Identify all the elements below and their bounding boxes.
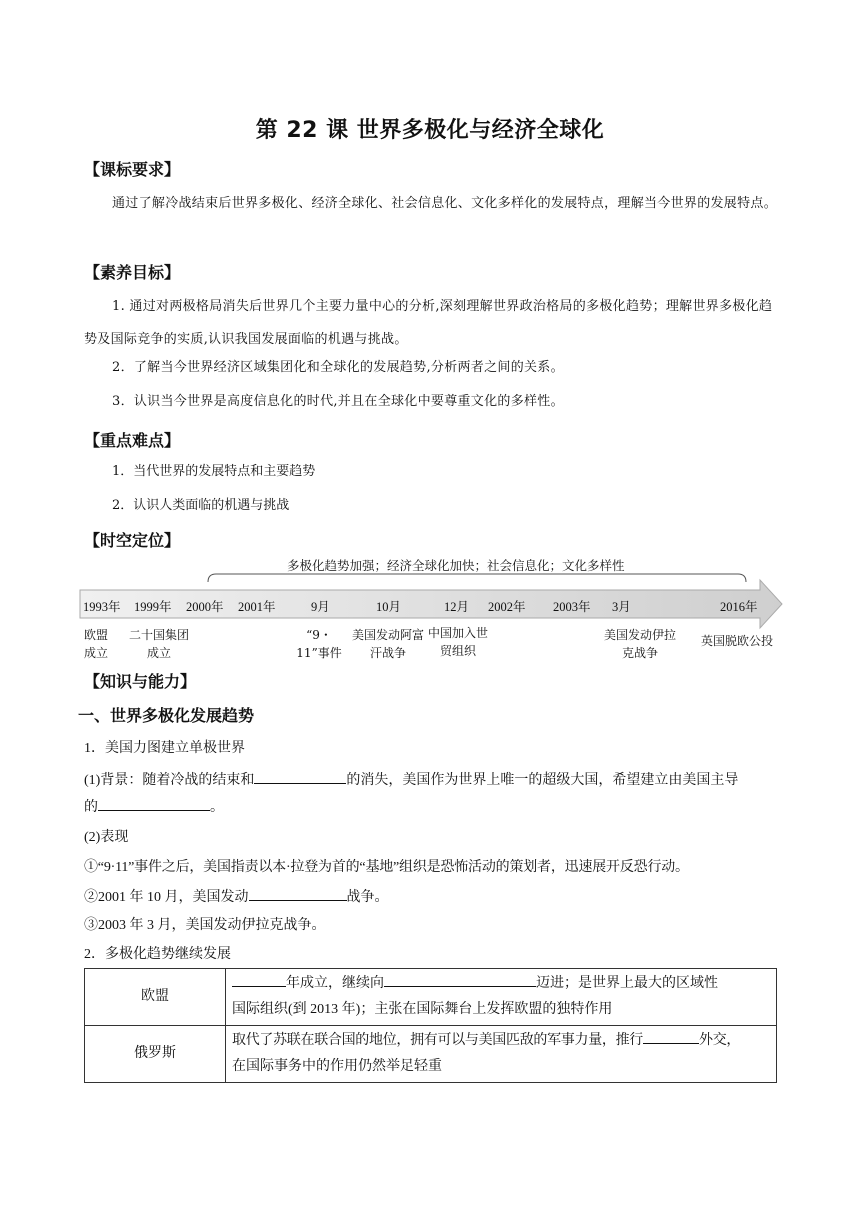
section-timeline: 【时空定位】 (84, 531, 181, 550)
subheading-2: 2．多极化趋势继续发展 (84, 947, 231, 962)
key-item-1: 1．当代世界的发展特点和主要趋势 (112, 464, 316, 479)
section-curriculum: 【课标要求】 (84, 160, 181, 179)
timeline-event: 美国发动阿富汗战争 (352, 628, 425, 660)
timeline-event: “9・11”事件 (296, 628, 342, 660)
performance-item-2: ②2001 年 10 月，美国发动 战争。 (84, 886, 389, 906)
fill-blank[interactable] (384, 972, 536, 987)
timeline-brace (208, 574, 746, 582)
fill-blank[interactable] (98, 796, 210, 811)
section-literacy: 【素养目标】 (84, 263, 181, 282)
fill-blank[interactable] (249, 886, 347, 901)
timeline-year: 9月 (311, 600, 330, 614)
literacy-item-1: 1. 通过对两极格局消失后世界几个主要力量中心的分析,深刻理解世界政治格局的多极化趋势；理解世界多极化趋势及国际竞争的实质,认识我国发展面临的机遇与挑战。 (84, 299, 773, 347)
section-key-points: 【重点难点】 (84, 431, 181, 450)
performance-item-1: ①“9·11”事件之后，美国指责以本·拉登为首的“基地”组织是恐怖活动的策划者，迅速展开反恐行动。 (84, 860, 689, 875)
background-line-1: (1)背景：随着冷战的结束和 的消失，美国作为世界上唯一的超级大国，希望建立由美国主导 (84, 769, 738, 789)
table-cell-name: 俄罗斯 (85, 1026, 226, 1083)
timeline-year: 12月 (444, 600, 470, 614)
timeline-event: 英国脱欧公投 (700, 634, 773, 648)
table-row (85, 969, 777, 1026)
background-line-2: 的 。 (84, 796, 224, 816)
table-cell-desc: 年成立，继续向 迈进；是世界上最大的区域性 国际组织(到 2013 年)；主张在国际舞台上发挥欧盟的独特作用 (226, 969, 777, 1026)
timeline-event: 二十国集团成立 (128, 628, 189, 660)
timeline-year: 2002年 (488, 600, 526, 614)
fill-blank[interactable] (643, 1029, 699, 1044)
timeline-event: 欧盟成立 (83, 628, 108, 660)
table-row (85, 1026, 777, 1083)
subheading-1: 1．美国力图建立单极世界 (84, 741, 245, 756)
timeline-year: 1993年 (83, 600, 121, 614)
literacy-item-2: 2．了解当今世界经济区域集团化和全球化的发展趋势,分析两者之间的关系。 (112, 360, 564, 375)
part1-heading: 一、世界多极化发展趋势 (78, 706, 255, 725)
timeline-year: 2001年 (238, 600, 276, 614)
timeline-event: 中国加入世贸组织 (428, 626, 489, 658)
page-title: 第 22 课 世界多极化与经济全球化 (255, 118, 605, 143)
section-knowledge: 【知识与能力】 (84, 672, 197, 691)
timeline-year: 10月 (376, 600, 402, 614)
fill-blank[interactable] (232, 972, 286, 987)
performance-item-3: ③2003 年 3 月，美国发动伊拉克战争。 (84, 918, 326, 933)
timeline-event: 美国发动伊拉克战争 (604, 628, 677, 660)
timeline-year: 1999年 (134, 600, 172, 614)
curriculum-text: 通过了解冷战结束后世界多极化、经济全球化、社会信息化、文化多样化的发展特点，理解当今世界的发展特点。 (112, 196, 778, 211)
power-centers-table (84, 968, 777, 1083)
timeline-year: 2000年 (186, 600, 224, 614)
performance-label: (2)表现 (84, 830, 129, 845)
table-cell-name: 欧盟 (85, 969, 226, 1026)
timeline-brace-label: 多极化趋势加强；经济全球化加快；社会信息化；文化多样性 (287, 558, 625, 573)
table-cell-desc: 取代了苏联在联合国的地位，拥有可以与美国匹敌的军事力量，推行 外交， 在国际事务中的作用仍然举足轻重 (226, 1026, 777, 1083)
fill-blank[interactable] (254, 769, 346, 784)
timeline-year: 2003年 (553, 600, 591, 614)
literacy-item-3: 3．认识当今世界是高度信息化的时代,并且在全球化中要尊重文化的多样性。 (112, 394, 564, 409)
timeline-year: 3月 (612, 600, 631, 614)
key-item-2: 2．认识人类面临的机遇与挑战 (112, 498, 290, 513)
timeline-year: 2016年 (720, 600, 758, 614)
